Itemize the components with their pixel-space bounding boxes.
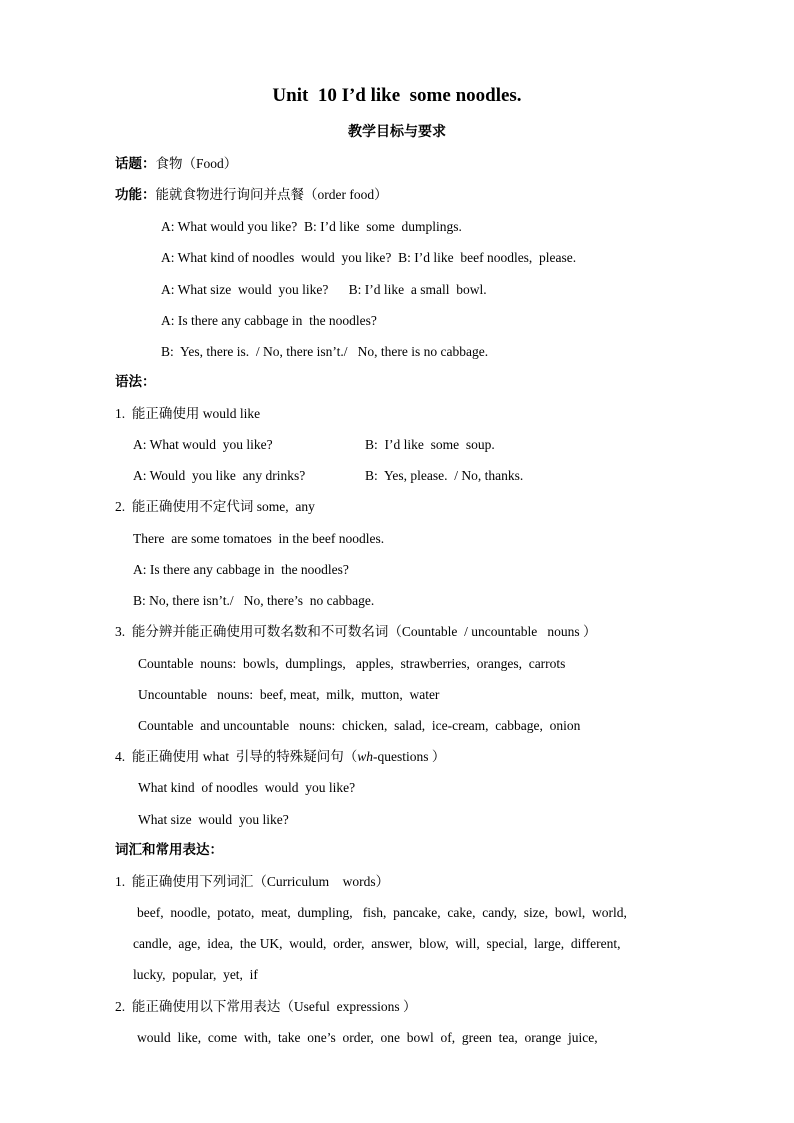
page-title: Unit 10 I’d like some noodles. [272, 85, 522, 106]
grammar-item-1-a: A: Would you like any drinks? [133, 468, 306, 483]
grammar-item-1-title: 1. 能正确使用 would like [115, 406, 261, 421]
grammar-item-1-b: B: I’d like some soup. [365, 437, 495, 452]
vocab-label: 词汇和常用表达： [115, 842, 223, 857]
function-label: 功能： [115, 187, 156, 202]
vocab-item-2-line: would like, come with, take one’s order, one bowl of, green tea, orange juice, [137, 1030, 598, 1045]
grammar-item-3-line: Countable and uncountable nouns: chicken, salad, ice-cream, cabbage, onion [138, 718, 581, 733]
function-dialogue: A: What size would you like? B: I’d like a small bowl. [161, 282, 487, 297]
topic-label: 话题： [115, 156, 156, 171]
grammar-item-4-title-start: 4. 能正确使用 what 引导的特殊疑问句（ [115, 749, 358, 764]
vocab-item-1-line: lucky, popular, yet, if [133, 967, 258, 982]
grammar-item-2-title: 2. 能正确使用不定代词 some, any [115, 499, 315, 514]
grammar-item-1-a: A: What would you like? [133, 437, 273, 452]
grammar-item-4-title-end: -questions ） [373, 749, 446, 764]
grammar-item-2-line: A: Is there any cabbage in the noodles? [133, 562, 349, 577]
function-dialogue: B: Yes, there is. / No, there isn’t./ No, there is no cabbage. [161, 344, 489, 359]
grammar-item-1-b: B: Yes, please. / No, thanks. [365, 468, 524, 483]
grammar-item-4-title-italic: wh [357, 749, 374, 764]
function-text: 能就食物进行询问并点餐（order food） [155, 187, 388, 202]
grammar-item-2-line: There are some tomatoes in the beef noodles. [133, 531, 385, 546]
vocab-item-1-line: beef, noodle, potato, meat, dumpling, fish, pancake, cake, candy, size, bowl, world, [137, 905, 627, 920]
grammar-item-3-title: 3. 能分辨并能正确使用可数名数和不可数名词（Countable / uncountable nouns ） [115, 624, 597, 639]
topic-line [115, 155, 237, 173]
topic-text: 食物（Food） [155, 156, 238, 171]
grammar-item-4-line: What kind of noodles would you like? [138, 780, 356, 795]
grammar-item-2-line: B: No, there isn’t./ No, there’s no cabbage. [133, 593, 375, 608]
grammar-label: 语法： [115, 374, 156, 389]
grammar-item-3-line: Uncountable nouns: beef, meat, milk, mutton, water [138, 687, 440, 702]
page-subtitle: 教学目标与要求 [348, 125, 446, 140]
grammar-item-3-line: Countable nouns: bowls, dumplings, apples, strawberries, oranges, carrots [138, 656, 566, 671]
function-dialogue: A: Is there any cabbage in the noodles? [161, 313, 377, 328]
function-dialogue: A: What would you like? B: I’d like some dumplings. [161, 219, 462, 234]
grammar-item-4-line: What size would you like? [138, 812, 289, 827]
vocab-item-1-title: 1. 能正确使用下列词汇（Curriculum words） [115, 874, 390, 889]
vocab-item-1-line: candle, age, idea, the UK, would, order, answer, blow, will, special, large, different, [133, 936, 621, 951]
function-dialogue: A: What kind of noodles would you like? B: I’d like beef noodles, please. [161, 250, 577, 265]
vocab-item-2-title: 2. 能正确使用以下常用表达（Useful expressions ） [115, 999, 417, 1014]
grammar-item-4-title [115, 748, 445, 766]
function-line [115, 186, 388, 204]
